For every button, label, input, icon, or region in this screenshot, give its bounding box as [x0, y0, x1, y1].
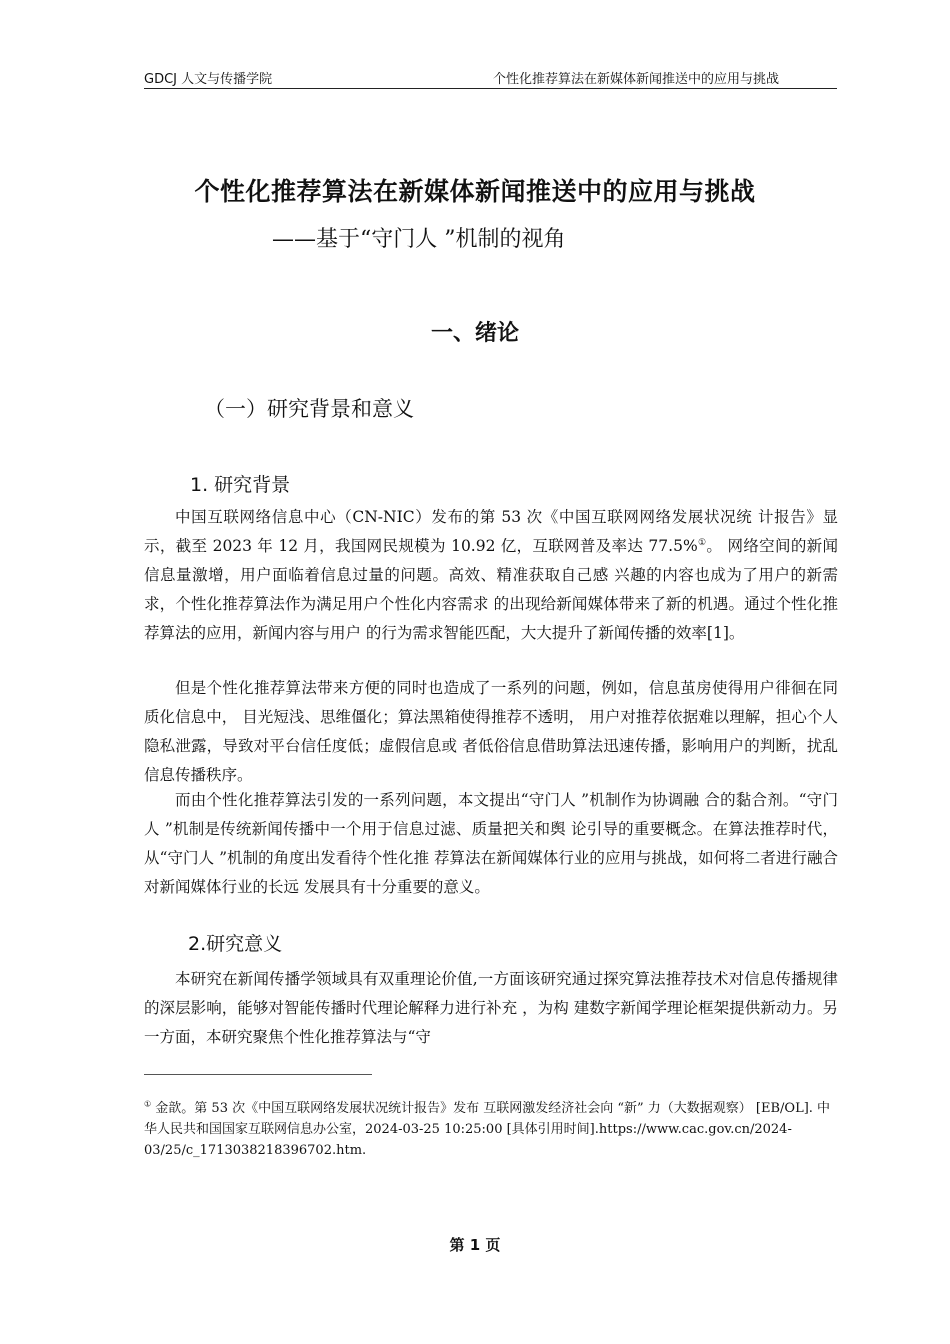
paragraph-4: 本研究在新闻传播学领域具有双重理论价值,一方面该研究通过探究算法推荐技术对信息传播规律的深层影响，能够对智能传播时代理论解释力进行补充 ，为构 建数字新闻学理论框架提供新动力。另一方面，本研究聚焦个性化推荐算法与“守	[144, 970, 838, 1046]
section-heading: 一、绪论	[430, 321, 519, 346]
subsection-heading: （一）研究背景和意义	[204, 397, 414, 421]
footnote-text: 金歆。第 53 次《中国互联网络发展状况统计报告》发布 互联网激发经济社会向 “新” 力（大数据观察） [EB/OL]. 中华人民共和国国家互联网信息办公室，2024-03-25 10:25:00 [具体引用时间].https://www.cac.gov.cn/2024-03/25/c_1713038218396702.htm.	[144, 1101, 831, 1158]
paragraph-3: 而由个性化推荐算法引发的一系列问题，本文提出“守门人 ”机制作为协调融 合的黏合剂。“守门人 ”机制是传统新闻传播中一个用于信息过滤、质量把关和舆 论引导的重要概念。在算法推荐时代，从“守门人 ”机制的角度出发看待个性化推 荐算法在新闻媒体行业的应用与挑战，如何将二者进行融合对新闻媒体行业的长远 发展具有十分重要的意义。	[144, 791, 838, 896]
paragraph-1	[144, 503, 838, 648]
paragraph-1-text: 中国互联网络信息中心（CN-NIC）发布的第 53 次《中国互联网网络发展状况统 计报告》显示，截至 2023 年 12 月，我国网民规模为 10.92 亿，互联网普及率达 77.5%	[144, 508, 838, 555]
running-header-left: GDCJ 人文与传播学院	[144, 72, 273, 87]
footnote-reference[interactable]: ①	[697, 537, 707, 548]
footnote-mark: ①	[144, 1099, 152, 1109]
running-header-right: 个性化推荐算法在新媒体新闻推送中的应用与挑战	[492, 72, 779, 87]
paragraph-1-text-after: 。 网络空间的新闻信息量激增，用户面临着信息过量的问题。高效、精准获取自己感 兴趣的内容也成为了用户的新需求，个性化推荐算法作为满足用户个性化内容需求 的出现给新闻媒体带来了新的机遇。通过个性化推荐算法的应用，新闻内容与用户 的行为需求智能匹配，大大提升了新闻传播的效率[1]。	[144, 537, 838, 642]
footnote-divider	[144, 1074, 372, 1075]
paragraph-2: 但是个性化推荐算法带来方便的同时也造成了一系列的问题，例如，信息茧房使得用户徘徊在同质化信息中， 目光短浅、思维僵化；算法黑箱使得推荐不透明， 用户对推荐依据难以理解，担心个人隐私泄露，导致对平台信任度低；虚假信息或 者低俗信息借助算法迅速传播，影响用户的判断，扰乱信息传播秩序。	[144, 679, 838, 784]
heading-research-significance: 2.研究意义	[188, 933, 283, 955]
page-number: 第 1 页	[449, 1236, 501, 1254]
paper-subtitle: ——基于“守门人 ”机制的视角	[272, 227, 566, 252]
paper-title: 个性化推荐算法在新媒体新闻推送中的应用与挑战	[194, 177, 756, 206]
running-header	[144, 64, 837, 89]
footnote	[144, 1098, 838, 1161]
heading-research-background: 1. 研究背景	[190, 474, 291, 496]
